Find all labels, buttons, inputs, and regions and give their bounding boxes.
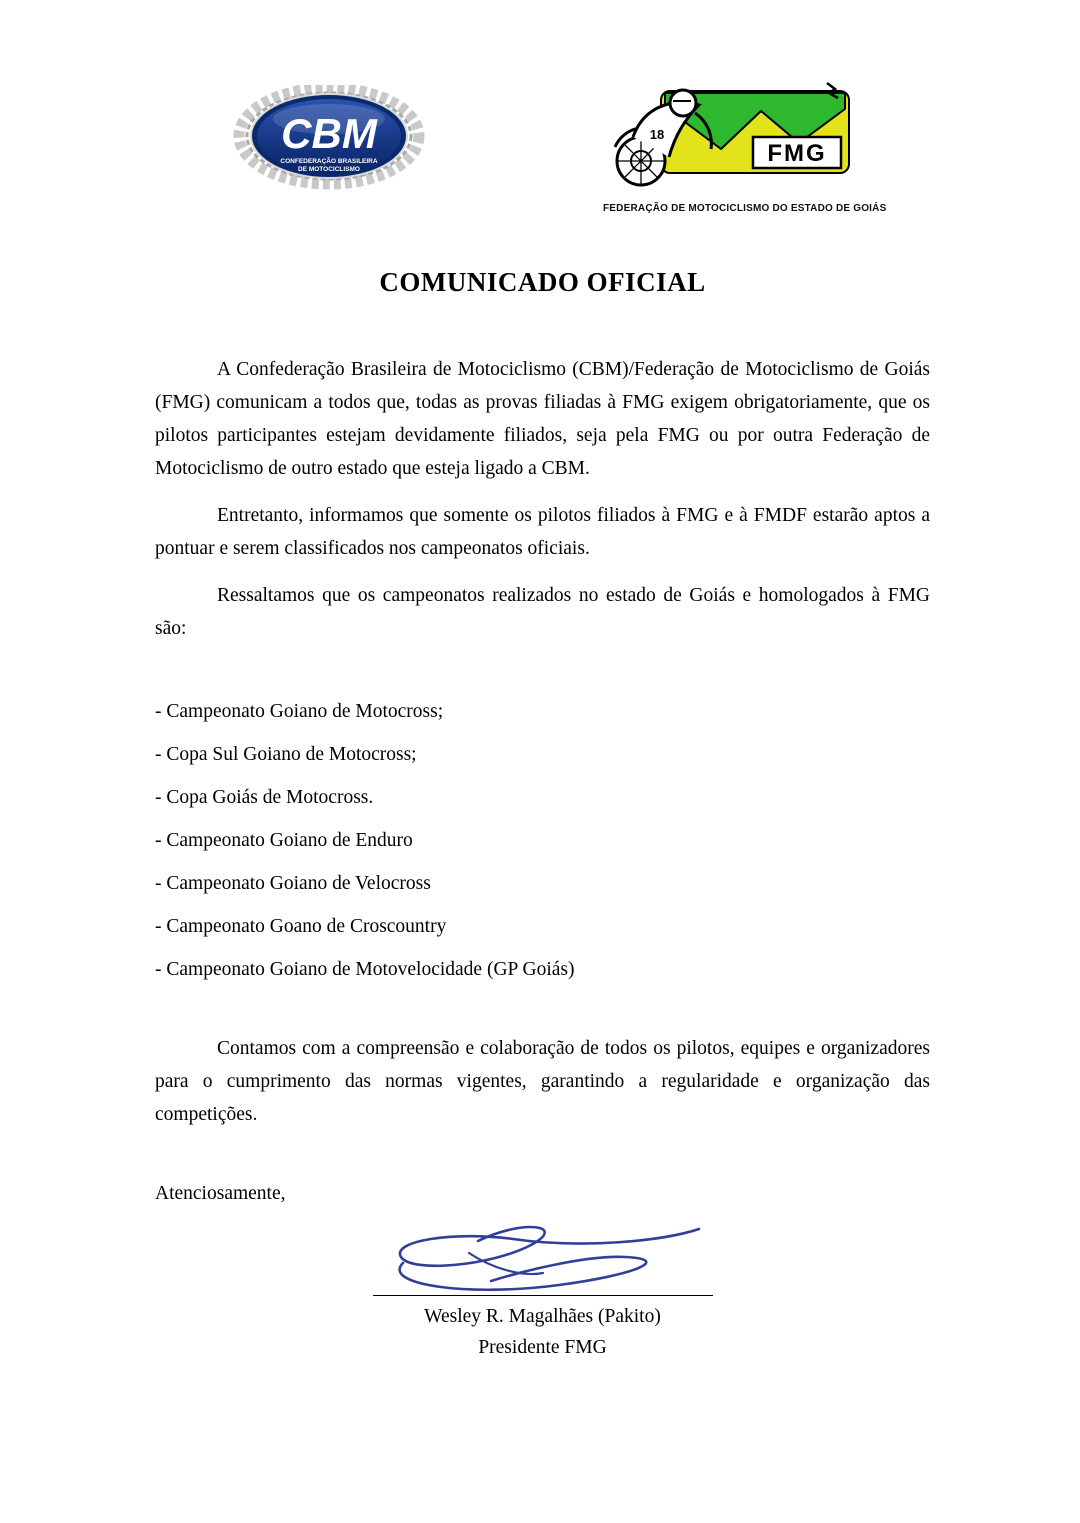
signature-title: Presidente FMG — [478, 1337, 607, 1358]
list-item: - Campeonato Goano de Croscountry — [155, 916, 447, 937]
championship-list — [155, 695, 930, 986]
list-item: - Campeonato Goiano de Velocross — [155, 873, 431, 894]
cbm-subtitle-1: CONFEDERAÇÃO BRASILEIRA — [280, 158, 378, 165]
body-text — [155, 353, 930, 645]
fmg-caption: FEDERAÇÃO DE MOTOCICLISMO DO ESTADO DE GOIÁS — [603, 203, 887, 214]
fmg-rider-number: 18 — [649, 127, 665, 142]
page-title: COMUNICADO OFICIAL — [379, 267, 706, 297]
list-item: - Copa Goiás de Motocross. — [155, 787, 374, 808]
paragraph: A Confederação Brasileira de Motociclismo (CBM)/Federação de Motociclismo de Goiás (FMG) comunicam a todos que, todas as provas filiadas à FMG exigem obrigatoriamente, que os pilotos participantes estejam devidamente filiados, seja pela FMG ou por outra Federação de Motociclismo de outro estado que esteja ligado a CBM. — [155, 359, 930, 479]
signature-block — [363, 1211, 723, 1363]
list-item: - Campeonato Goiano de Motocross; — [155, 701, 444, 722]
cbm-acronym: CBM — [281, 110, 377, 157]
signature-name: Wesley R. Magalhães (Pakito) — [424, 1306, 661, 1327]
fmg-logo-icon — [603, 79, 855, 197]
cbm-subtitle-2: DE MOTOCICLISMO — [298, 166, 360, 173]
paragraph: Entretanto, informamos que somente os pilotos filiados à FMG e à FMDF estarão aptos a pontuar e serem classificados nos campeonatos oficiais. — [155, 505, 930, 559]
cbm-logo-icon — [233, 85, 425, 191]
fmg-logo — [603, 79, 887, 214]
fmg-acronym: FMG — [767, 140, 827, 167]
list-item: - Copa Sul Goiano de Motocross; — [155, 744, 417, 765]
list-item: - Campeonato Goiano de Motovelocidade (GP Goiás) — [155, 959, 575, 980]
cbm-logo — [233, 85, 425, 196]
signature-line — [373, 1295, 713, 1296]
salutation: Atenciosamente, — [155, 1183, 286, 1204]
list-item: - Campeonato Goiano de Enduro — [155, 830, 413, 851]
closing-paragraph: Contamos com a compreensão e colaboração de todos os pilotos, equipes e organizadores para o cumprimento das normas vigentes, garantindo a regularidade e organização das competições. — [155, 1038, 930, 1125]
signature-scribble-icon — [373, 1211, 713, 1303]
paragraph: Ressaltamos que os campeonatos realizados no estado de Goiás e homologados à FMG são: — [155, 585, 930, 639]
closing-section — [155, 1032, 930, 1131]
logo-header — [155, 85, 930, 225]
